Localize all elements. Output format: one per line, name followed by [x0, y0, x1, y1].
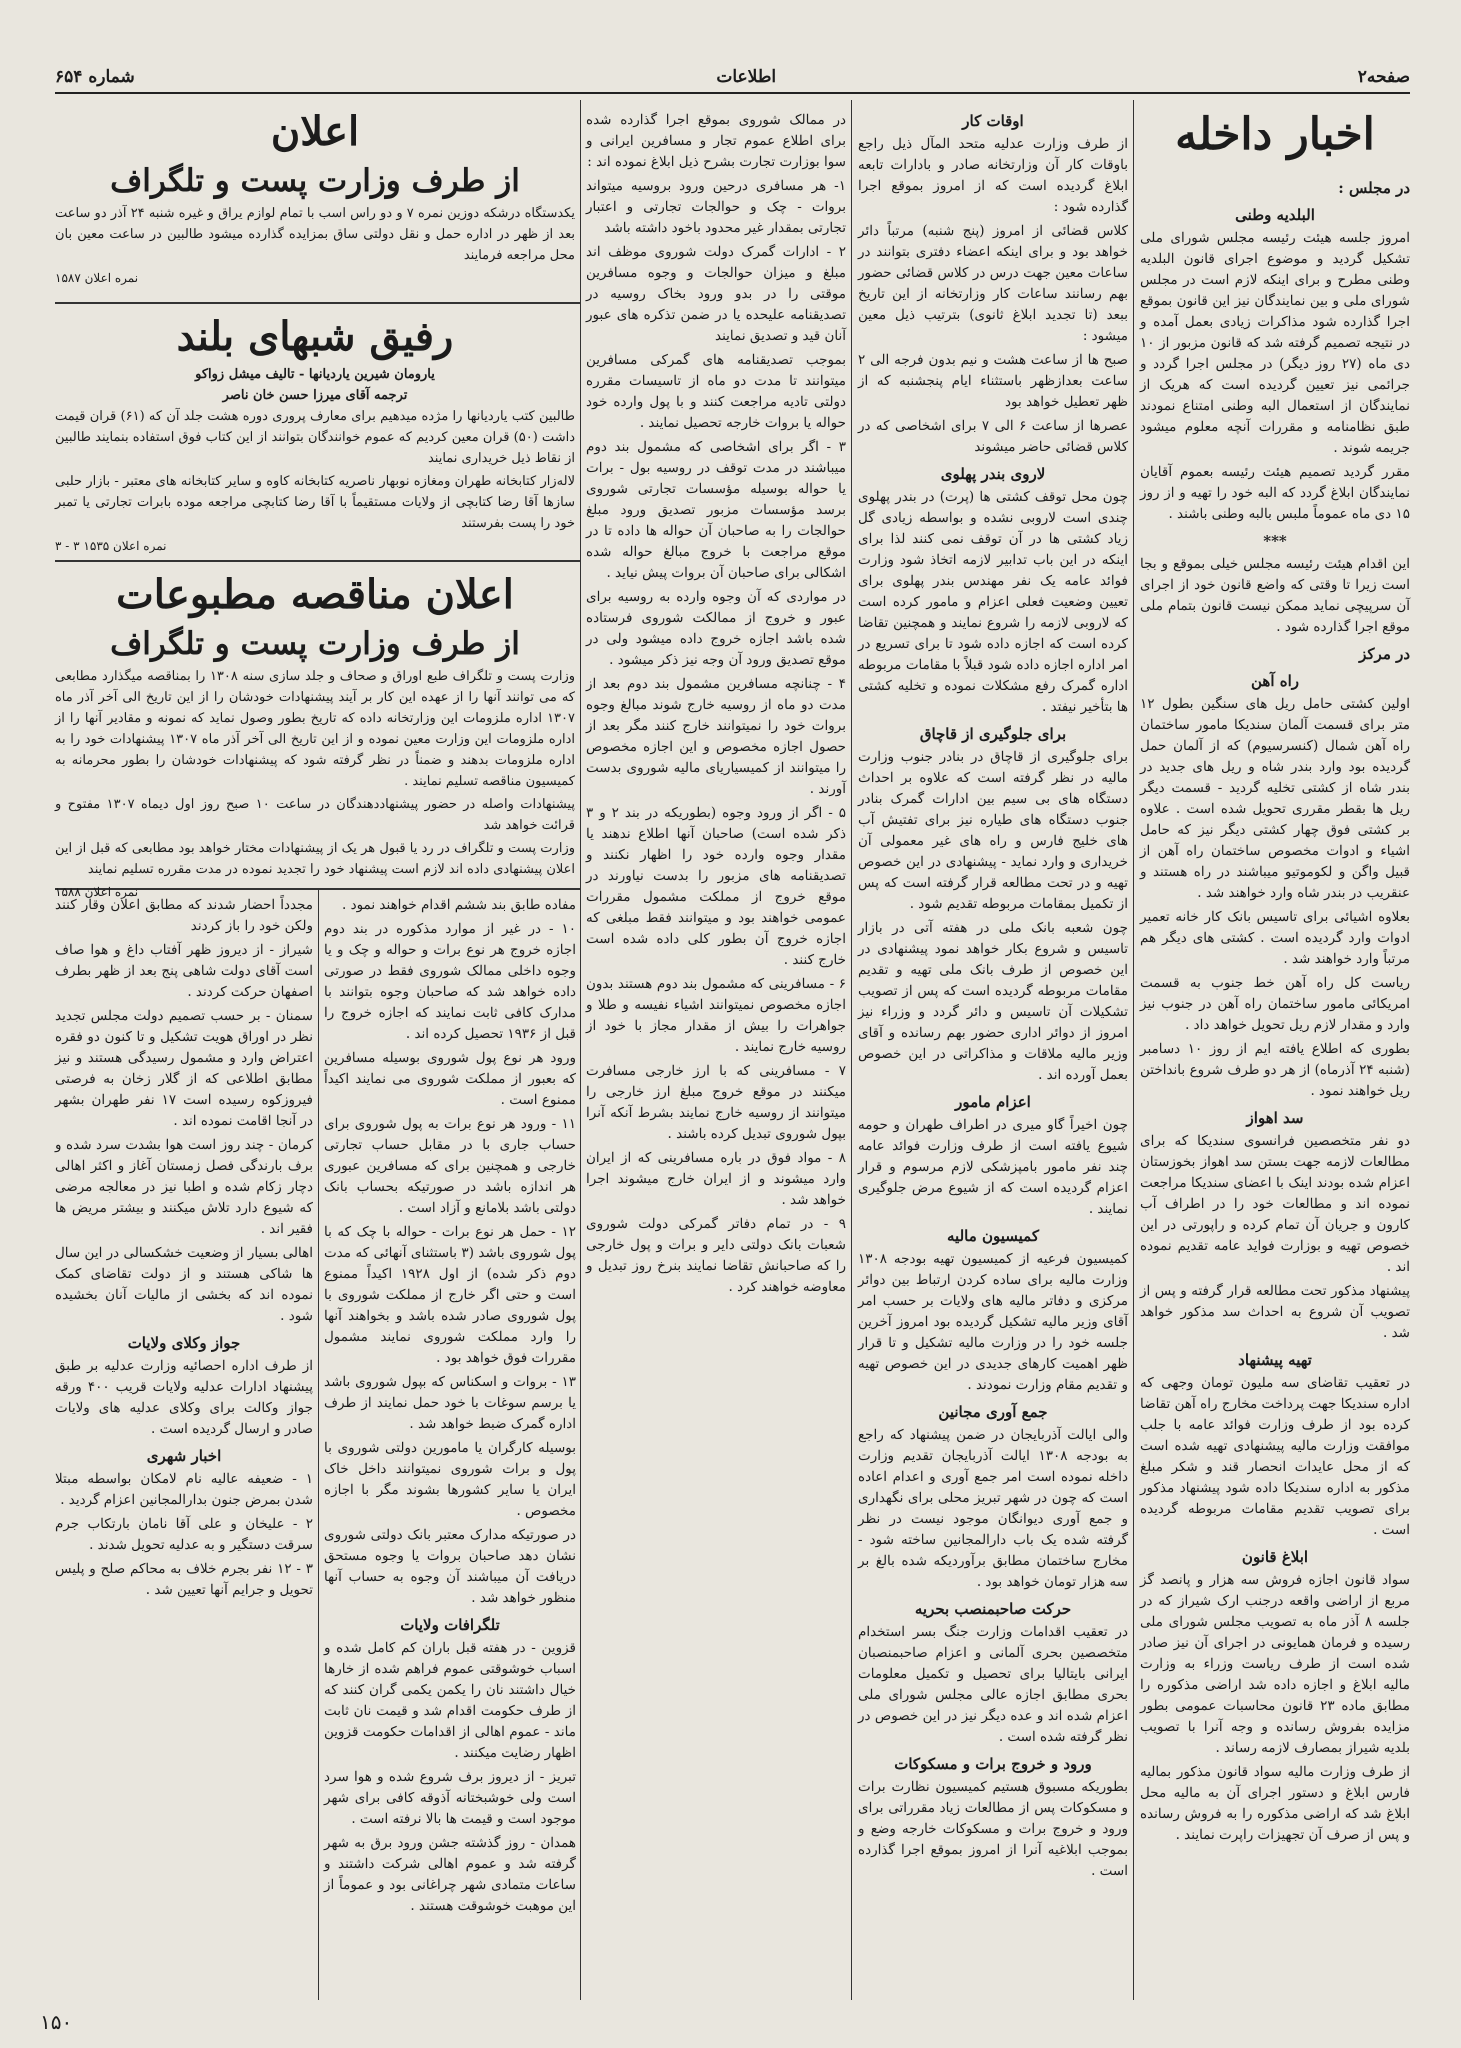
- article-text: چون اخیراً گاو میری در اطراف طهران و حومه شیوع یافته است از طرف وزارت فوائد عامه چند نفر مامور بامپزشکی لازم مرسوم و قرار اعزام گردیده است که از شیوع مرض جلوگیری نمایند .: [858, 1117, 1128, 1217]
- article-text: امروز جلسه هیئت رئیسه مجلس شورای ملی تشکیل گردید و موضوع اجرای قانون البلدیه وطنی مطرح و برای اینکه لازم است در مجلس شورای ملی و بین نمایندگان نیز این قانون بموقع اجرا گذارده شود مذاکرات زیادی بعمل آمده و در نتیجه تصمیم گرفته شد که قانون مزبور از ۱۰ دی ماه (۲۷ روز دیگر) در مجلس اجرا گردد و جرائمی نیز تعیین گردیده است که هریک از نمایندگان از استعمال البه وطنی امتناع نمودند طبق نظامنامه و مقررات آنچه معلوم میشود جریمه شوند .: [1140, 230, 1410, 456]
- ad-post-telegraph-auction: [55, 105, 575, 297]
- article-text: صبح ها از ساعت هشت و نیم بدون فرجه الی ۲ ساعت بعدازظهر باستثناء ایام پنجشنبه که از ظهر تعطیل خواهد بود: [858, 352, 1128, 410]
- column-rule: [580, 100, 581, 2000]
- article-text: بموجب تصدیقنامه های گمرکی مسافرین میتوانند تا مدت دو ماه از تاسیسات مقرره دولتی تادیه مراجعت کنند و با پول وارده خود حواله یا بروات خارجه تحصیل نمایند .: [586, 352, 846, 431]
- article-text: ۴ - چنانچه مسافرین مشمول بند دوم بعد از مدت دو ماه از روسیه خارج شوند مبالغ وجوه بروات خود را نمیتوانند خارج کنند مگر بعد از حصول اجازه مخصوص و این اجازه مخصوص را میتوانند از کمیسیاریای مالیه شوروی بدست آورند .: [586, 676, 846, 797]
- headline: اخبار شهری: [146, 1447, 222, 1465]
- article-text: از طرف وزارت عدلیه متحد المآل ذیل راجع باوقات کار آن وزارتخانه صادر و بادارات تابعه ابلاغ گردیده است که از امروز بموقع اجرا گذارده شود :: [858, 136, 1128, 215]
- ad-text: طالبین کتب یاردیانها را مژده میدهیم برای معارف پروری دوره هشت جلد آن که (۶۱) قران قیمت داشت (۵۰) قران معین کردیم که عموم خوانندگان بتوانند از این کتاب فوق استفاده بنمایند طالبین از نقاط ذیل خریداری نمایند: [55, 409, 575, 466]
- page-footer-mark: ۱۵۰: [40, 2010, 73, 2034]
- ad-subtitle: از طرف وزارت پست و تلگراف: [110, 626, 520, 662]
- article-text: ۳ - ۱۲ نفر بجرم خلاف به محاکم صلح و پلیس تحویل و جرایم آنها تعیین شد .: [55, 1561, 313, 1598]
- article-text: از طرف وزارت مالیه سواد قانون مذکور بمالیه فارس ابلاغ و دستور اجرای آن به مالیه محل ابلاغ شد که اراضی مذکوره را به فروش رسانده و پس از صرف آن تجهیزات راپرت نمایند .: [1140, 1764, 1410, 1843]
- ad-number: نمره اعلان ۱۵۸۷: [55, 271, 139, 285]
- ad-title: رفیق شبهای بلند: [176, 313, 454, 360]
- headline: البلدیه وطنی: [1235, 206, 1315, 224]
- article-text: دو نفر متخصصین فرانسوی سندیکا که برای مطالعات لازمه جهت بستن سد اهواز بخوزستان اعزام شده بودند اینک با اعضای سندیکا مراجعت نموده اند و مطالعات خود را در اطراف آب کارون و جریان آن تمام کرده و راپورتی در این خصوص تهیه و بوزارت فواید عامه تقدیم نموده اند .: [1140, 1133, 1410, 1275]
- article-text: ۸ - مواد فوق در باره مسافرینی که از ایران وارد میشوند و از ایران خارج میشوند اجرا خواهد شد .: [586, 1150, 846, 1208]
- article-text: ۵ - اگر از ورود وجوه (بطوریکه در بند ۲ و ۳ ذکر شده است) صاحبان آنها اطلاع ندهند یا مقدار وجوه وارده خود را اظهار نکنند و تصدیقنامه های مزبور را بدست نیاورند در موقع خروج از مملکت مشمول مقررات عمومی خواهند بود و میتوانند فقط مبلغی که اجازه خروج آن بطور کلی داده شده است خارج کنند .: [586, 805, 846, 968]
- page-number: صفحه۲: [1357, 67, 1410, 87]
- headline: کمیسیون مالیه: [947, 1227, 1039, 1245]
- article-text: سمنان - بر حسب تصمیم دولت مجلس تجدید نظر در اوراق هویت تشکیل و تا کنون دو فقره اعتراض وارد و مشمول رسیدگی هستند و نیز مطابق اطلاعی که از گلار زخان به فرصتی فیروزکوه رسیده است ۱۷ نفر طهران بشهر در آنجا اقامت نموده اند .: [55, 1008, 314, 1129]
- article-text: برای جلوگیری از قاچاق در بنادر جنوب وزارت مالیه در نظر گرفته است که علاوه بر احداث دستگاه های بی سیم بین ادارات گمرک بنادر جنوب دستگاه های طیاره نیز برای تفتیش آب های خلیج فارس و راه های غیر معمولی آن خریداری و وارد نماید - پیشنهادی در این خصوص تهیه و در تحت مطالعه قرار گرفته است که پس از تکمیل بمقامات مربوطه تقدیم شود .: [858, 749, 1128, 912]
- article-text: در ممالک شوروی بموقع اجرا گذارده شده برای اطلاع عموم تجار و مسافرین ایرانی و سوا بوزارت تجارت بشرح ذیل ابلاغ نموده اند :: [586, 112, 846, 170]
- column-rule: [851, 100, 852, 2000]
- article-text: بطوری که اطلاع یافته ایم از روز ۱۰ دسامبر (شنبه ۲۴ آذرماه) از هر دو طرف شروع بانداختن ریل خواهند نمود .: [1140, 1041, 1410, 1099]
- headline: حرکت صاحبمنصب بحریه: [914, 1600, 1072, 1618]
- article-text: ۱۳ - بروات و اسکناس که بپول شوروی باشد یا برسم سوغات با خود حمل نمایند از طرف اداره گمرک ضبط خواهد شد .: [324, 1374, 576, 1432]
- headline: تلگرافات ولایات: [400, 1616, 500, 1634]
- ad-subtitle: از طرف وزارت پست و تلگراف: [110, 163, 520, 199]
- ad-text: پیشنهادات واصله در حضور پیشنهاددهندگان در ساعت ۱۰ صبح روز اول دیماه ۱۳۰۷ مفتوح و قرائت خواهد شد: [55, 797, 575, 833]
- article-text: ورود هر نوع پول شوروی بوسیله مسافرین که بعبور از مملکت شوروی می نمایند اکیداً ممنوع است .: [324, 1050, 576, 1108]
- column-soviet-regulations: [586, 110, 846, 2000]
- article-text: ۲ - ادارات گمرک دولت شوروی موظف اند مبلغ و میزان حوالجات و وجوه مسافرین موقتی را در بدو ورود بخاک روسیه در تصدیقنامه علیحده یا در ضمن تذکره های عبور آنان قید و تصدیق نمایند: [586, 244, 846, 344]
- headline: تهیه پیشنهاد: [1238, 1351, 1312, 1369]
- column-rule: [1133, 100, 1134, 2000]
- ad-book: [55, 310, 575, 555]
- article-text: در تعقیب تقاضای سه ملیون تومان وجهی که اداره سندیکا جهت پرداخت مخارج راه آهن تقاضا کرده بود از طرف وزارت فوائد عامه با جلب موافقت وزارت مالیه پیشنهادی تهیه شده است که از محل عایدات انحصار قند و شکر مبلغ مذکور به اداره سندیکا داده شود پیشنهاد مذکور برای تصویب تقدیم مقامات مربوطه گردیده است .: [1140, 1375, 1410, 1538]
- article-text: ریاست کل راه آهن خط جنوب به قسمت امریکائی مامور ساختمان راه آهن در جنوب نیز وارد و مقدار لازم ریل تحویل خواهد داد .: [1140, 975, 1410, 1033]
- column-soviet-regulations-cont: [324, 895, 576, 2000]
- issue-number: شماره ۶۵۴: [55, 67, 135, 87]
- headline: سد اهواز: [1246, 1109, 1304, 1127]
- column-rule: [318, 890, 319, 2000]
- article-text: ۱۱ - ورود هر نوع برات به پول شوروی برای حساب جاری با در مقابل حساب تجارتی خارجی و همچنین برای که مسافرین عبوری هر اندازه باشد در صورتیکه بحساب بانک دولتی باشد بلامانع و آزاد است .: [324, 1116, 576, 1216]
- paper-name: اطلاعات: [716, 67, 777, 87]
- article-text: بوسیله کارگران یا مامورین دولتی شوروی با پول و برات شوروی نمیتوانند داخل خاک ایران یا سایر کشورها بشوند مگر با اجازه مخصوص .: [324, 1440, 576, 1519]
- article-text: همدان - روز گذشته جشن ورود برق به شهر گرفته شد و عموم اهالی شرکت داشتند و ساعات متمادی شهر چراغانی بود و عموماً از این موهبت خوشوقت هستند .: [324, 1835, 576, 1914]
- headline: اوقات کار: [962, 112, 1024, 130]
- article-text: ۷ - مسافرینی که با ارز خارجی مسافرت میکنند در موقع خروج مبلغ ارز خارجی را میتوانند از روسیه خارج نمایند بشرط آنکه آنرا بپول شوروی تبدیل کرده باشند .: [586, 1063, 846, 1142]
- ad-text: یارومان شیرین یاردیانها - تالیف میشل زواکو: [195, 367, 435, 382]
- article-text: مقرر گردید تصمیم هیئت رئیسه بعموم آقایان نمایندگان ابلاغ گردد که البه خود را تهیه و از روز ۱۵ دی ماه عموماً ملبس بالبه وطنی باشند .: [1140, 464, 1410, 522]
- article-text: چون شعبه بانک ملی در هفته آتی در بازار تاسیس و شروع بکار خواهد نمود پیشنهادی در این خصوص از طرف بانک ملی تهیه و تقدیم مقامات مربوطه گردیده است که پس از تصویب تشکیلات آن تاسیس و دائر گردد و وزراء نیز امروز از دوائر اداری حضور بهم رسانده و آقای وزیر مالیه ملاقات و مذاکراتی در این خصوص بعمل آورده اند .: [858, 920, 1128, 1083]
- article-text: در صورتیکه مدارک معتبر بانک دولتی شوروی نشان دهد صاحبان بروات یا وجوه مستحق دریافت آن میباشند آن وجوه به حساب آنها منظور خواهد شد .: [324, 1527, 576, 1606]
- subsection-heading: در مرکز: [1359, 645, 1410, 663]
- ad-divider: [55, 302, 580, 304]
- article-text: ۱ - ضعیفه عالیه نام لامکان بواسطه مبتلا شدن بمرض جنون بدارالمجانین اعزام گردید .: [55, 1471, 313, 1508]
- article-text: در مواردی که آن وجوه وارده به روسیه برای عبور و خروج از ممالکت شوروی فرستاده شده باشد اجازه خروج داده میشود ولی در موقع تصدیق ورود آن وجه نیز ذکر میشود .: [586, 589, 846, 668]
- headline: ورود و خروج برات و مسکوکات: [894, 1755, 1092, 1773]
- article-text: ۱۰ - در غیر از موارد مذکوره در بند دوم اجازه خروج هر نوع برات و حواله و چک و یا وجوه داخلی ممالک شوروی فقط در صورتی داده خواهد شد که صاحبان وجوه بتوانند با مدارک کافی ثابت نمایند که اجازه خروج را قبل از ۱۹۳۶ تحصیل کرده اند .: [324, 921, 576, 1042]
- headline: جمع آوری مجانین: [938, 1403, 1048, 1421]
- subsection-heading: در مجلس :: [1338, 179, 1410, 197]
- ad-text: یکدستگاه درشکه دوزین نمره ۷ و دو راس اسب با تمام لوازم یراق و غیره شنبه ۲۴ آذر دو ساعت بعد از ظهر در اداره حمل و نقل دولتی ساق بمزایده گذارده میشود طالبین در ساعت معین بان محل مراجعه فرمایند: [55, 206, 575, 263]
- article-text: شیراز - از دیروز ظهر آفتاب داغ و هوا صاف است آقای دولت شاهی پنج بعد از ظهر بطرف اصفهان حرکت کردند .: [55, 942, 313, 1000]
- headline: راه آهن: [1251, 672, 1299, 690]
- column-provinces: [55, 895, 313, 2000]
- ad-title: اعلان مناقصه مطبوعات: [116, 571, 514, 618]
- article-text: مجدداً احضار شدند که مطابق اعلان وقار کنند ولکن خود را باز کردند: [55, 897, 313, 934]
- article-text: در تعقیب اقدامات وزارت جنگ بسر استخدام متخصصین بحری آلمانی و اعزام صاحبمنصبان ایرانی بایتالیا برای تحصیل و تکمیل معلومات بحری مطابق اجازه عالی مجلس شورای ملی اعزام شده اند و عده دیگر نیز در این خصوص در نظر گرفته شده است .: [858, 1624, 1128, 1745]
- article-text: اهالی بسیار از وضعیت خشکسالی در این سال ها شاکی هستند و از دولت تقاضای کمک نموده اند که بخشی از مالیات آنان بخشیده شود .: [55, 1245, 313, 1324]
- ad-printing-tender: [55, 568, 576, 899]
- article-text: کلاس قضائی از امروز (پنج شنبه) مرتباً دائر خواهد بود و برای اینکه اعضاء دفتری بتوانند در ساعات معین جهت درس در کلاس قضائی حضور بهم رسانند ساعات کار وزارتخانه از این تاریخ ببعد (تا تجدید ابلاغ ثانوی) بترتیب ذیل معین میشود :: [858, 223, 1128, 344]
- ad-title: اعلان: [270, 108, 360, 155]
- ad-divider: [55, 560, 580, 562]
- article-text: کرمان - چند روز است هوا بشدت سرد شده و برف بارندگی فصل زمستان آغاز و اکثر اهالی دچار زکام شده و اطبا نیز در معالجه مرضی که شیوع دارد تلاش میکنند و بیشتر مریض ها فقیر اند .: [55, 1137, 313, 1237]
- article-text: والی ایالت آذربایجان در ضمن پیشنهاد که راجع به بودجه ۱۳۰۸ ایالت آذربایجان تقدیم وزارت داخله نموده است امر جمع آوری و اعدام اعاده است که چون در شهر تبریز محلی برای نگهداری و جمع آوری دیوانگان موجود نیست در نظر گرفته شده یک باب دارالمجانین ساخته شود - مخارج ساختمان مطابق برآوردیکه شده بالغ بر سه هزار تومان خواهد بود .: [858, 1427, 1128, 1590]
- article-text: مفاده طابق بند ششم اقدام خواهند نمود .: [341, 897, 576, 913]
- headline: جواز وکلای ولایات: [127, 1334, 241, 1352]
- article-text: این اقدام هیئت رئیسه مجلس خیلی بموقع و بجا است زیرا تا وقتی که واضع قانون خود از اجرای آن سرپیچی نماید ممکن نیست قانون بتمام ملی موقع اجرا گذارده شود .: [1140, 556, 1410, 635]
- headline: ابلاغ قانون: [1241, 1548, 1309, 1566]
- article-text: چون محل توقف کشتی ها (پرت) در بندر پهلوی چندی است لاروبی نشده و بواسطه زیادی گل زیاد کشتی ها در آن توقف نمی کنند لذا برای اینکه در این باب تدابیر لازمه اتخاذ شود وزارت فوائد عامه یک نفر مهندس بندر پهلوی برای تعیین وضعیت فعلی اعزام و مامور کرده است که لاروبی لازمه را شروع نمایند و همچنین تقاضا کرده است که اجازه داده شود تا برای تسریع در امر اداره اجازه داده شود قبلاً با مقامات مربوطه اداره گمرک رفع مشکلات نموده و تخلیه کشتی ها بتأخیر نیفتد .: [858, 489, 1128, 715]
- masthead: [55, 62, 1410, 94]
- headline: برای جلوگیری از قاچاق: [919, 725, 1067, 743]
- article-text: تبریز - از دیروز برف شروع شده و هوا سرد است ولی خوشبختانه آذوقه کافی برای شهر موجود است و قیمت ها بالا نرفته است .: [324, 1769, 576, 1827]
- article-text: کمیسیون فرعیه از کمیسیون تهیه بودجه ۱۳۰۸ وزارت مالیه برای ساده کردن ارتباط بین دوائر مرکزی و دفاتر مالیه های ولایات بر حسب امر آقای وزیر مالیه تشکیل گردیده بود امروز آخرین جلسه خود را در وزارت مالیه تشکیل و تا قرار ظهر اهمیت کارهای جدیدی در این خصوص تهیه و تقدیم مقام وزارت نمودند .: [858, 1251, 1128, 1393]
- article-text: بطوریکه مسبوق هستیم کمیسیون نظارت برات و مسکوکات پس از مطالعات زیاد مقرراتی برای ورود و خروج برات و مسکوکات خارجه وضع و بموجب ابلاغیه آنرا از امروز بموقع اجرا گذارده است .: [858, 1779, 1128, 1879]
- column-ministry-news: [858, 105, 1128, 2000]
- ad-number: نمره اعلان ۱۵۸۸: [55, 885, 139, 899]
- article-text: ۱- هر مسافری درحین ورود بروسیه میتواند بروات - چک و حوالجات تجارتی و اعتبار تجارتی بمقدار غیر محدود باخود داشته باشد: [586, 178, 846, 236]
- ad-number: نمره اعلان ۱۵۳۵ ۳ - ۳: [55, 539, 167, 553]
- article-text: بعلاوه اشیائی برای تاسیس بانک کار خانه تعمیر ادوات وارد گردیده است . کشتی های دیگر هم مرتباً وارد خواهند شد .: [1140, 909, 1410, 967]
- column-domestic-news: [1140, 100, 1410, 2000]
- headline: لاروی بندر پهلوی: [940, 465, 1046, 483]
- article-text: از طرف اداره احصائیه وزارت عدلیه بر طبق پیشنهاد ادارات عدلیه ولایات قریب ۴۰۰ ورقه جواز وکالت برای وکلای عدلیه های ولایات صادر و ارسال گردیده است .: [55, 1358, 313, 1437]
- ad-text: لاله‌زار کتابخانه طهران ومغازه نوبهار ناصریه کتابخانه کاوه و سایر کتابخانه های معتبر - بازار حلبی سازها آقا رضا کتابچی از ولایات مستقیماً با آقا رضا کتابچی مراجعه موده بابرات تجارتی یا تمبر خود را پست بفرستند: [55, 474, 575, 531]
- article-text: پیشنهاد مذکور تحت مطالعه قرار گرفته و پس از تصویب آن شروع به احداث سد مذکور خواهد شد .: [1140, 1283, 1410, 1341]
- section-title: اخبار داخله: [1175, 109, 1375, 160]
- article-text: ۹ - در تمام دفاتر گمرکی دولت شوروی شعبات بانک دولتی دایر و برات و پول خارجی را که صاحبانش تقاضا نمایند بنرخ روز تبدیل و معاوضه خواهند کرد .: [586, 1216, 846, 1295]
- article-text: ۱۲ - حمل هر نوع برات - حواله با چک که با پول شوروی باشد (۳ باستثنای آنهائی که مدت دوم ذکر شده) از اول ۱۹۲۸ اکیداً ممنوع است و حتی اگر خارج از مملکت شوروی با پول شوروی صادر شده باشد و بخواهند آنها را وارد مملکت شوروی نمایند مشمول مقررات فوق خواهد بود .: [324, 1224, 577, 1366]
- ad-text: وزارت پست و تلگراف طبع اوراق و صحاف و جلد سازی سنه ۱۳۰۸ را بمناقصه میگذارد مطابعی که می توانند آنها را از عهده این کار بر آیند پیشنهادات خودشان را از این تاریخ الی آخر آذر ماه ۱۳۰۷ اداره ملزومات این وزارتخانه داده که تاریخ بطور وصول نماید که نمونه و مقادیر آنها را از اداره ملزومات این وزارت معین نموده و از این تاریخ الی آخر آذر ماه ۱۳۰۷ پیشنهادات خود را به اداره ملزومات بدهند و ضمناً در نظر گرفته شود که پیشنهادات خودشان را بطور محرمانه به کمیسیون مناقصه تسلیم نمایند .: [55, 669, 576, 789]
- headline: اعزام مامور: [955, 1093, 1031, 1111]
- article-text: ۳ - اگر برای اشخاصی که مشمول بند دوم میباشند در مدت توقف در روسیه بول - برات یا حواله بوسیله مؤسسات تجارتی شوروی برسد مؤسسات مزبور تصدیق ورود مبلغ حوالجات را به صاحبان آن حواله ها داده تا در موقع مراجعت با خروج مبالغ حواله شده اشکالی برای صاحبان آن بروات پیش نیاید .: [586, 439, 846, 581]
- ad-text: ترجمه آقای میرزا حسن خان ناصر: [222, 388, 408, 403]
- article-text: ۶ - مسافرینی که مشمول بند دوم هستند بدون اجازه مخصوص نمیتوانند اشیاء نفیسه و طلا و جواهرات را بیش از مقدار مجاز با خود از روسیه خارج نمایند .: [586, 976, 846, 1055]
- article-text: سواد قانون اجازه فروش سه هزار و پانصد گز مربع از اراضی واقعه درجنب ارک شیراز که در جلسه ۸ آذر ماه به تصویب مجلس شورای ملی رسیده و فرمان همایونی در اجرای آن نیز صادر شده است از طرف ریاست وزراء به وزارت مالیه ابلاغ و اجازه داده شد اراضی مذکوره را مطابق ماده ۲۳ قانون محاسبات عمومی بطور مزایده بفروش رسانده و وجه آنرا با تصویب بلدیه شیراز بمصارف لازمه رساند .: [1140, 1572, 1411, 1756]
- separator-stars: ***: [1263, 532, 1287, 550]
- ad-text: وزارت پست و تلگراف در رد یا قبول هر یک از پیشنهادات مختار خواهد بود مطابعی که قبل از این اعلان پیشنهادی داده اند لازم است پیشنهاد خود را تجدید نموده در مدت مقرره تسلیم نمایند: [55, 841, 575, 877]
- article-text: عصرها از ساعت ۶ الی ۷ برای اشخاصی که در کلاس قضائی حاضر میشوند: [858, 418, 1128, 455]
- article-text: اولین کشتی حامل ریل های سنگین بطول ۱۲ متر برای قسمت آلمان سندیکا مامور ساختمان راه آهن شمال (کنسرسیوم) که از آلمان حمل گردیده بود وارد بندر شاه و ریل های جدید در بندر شاه از کشتی تخلیه گردید - قسمت دیگر ریل ها بقطر مقرری تحویل شده است . علاوه بر کشتی فوق چهار کشتی دیگر نیز که حامل اشیاء و ادوات مخصوص ساختمان راه آهن از قبیل واگن و لکوموتیو میباشند در راه هستند و عنقریب در بندر شاه وارد خواهند شد .: [1140, 696, 1410, 901]
- article-text: ۲ - علیخان و علی آقا نامان بارتکاب جرم سرقت دستگیر و به عدلیه تحویل شدند .: [55, 1516, 313, 1553]
- article-text: قزوین - در هفته قبل باران کم کامل شده و اسباب خوشوقتی عموم فراهم شده از خارها خیال داشتند نان را یکمن یکمی گران کنند که از طرف حکومت اقدام شد و قیمت نان ثابت ماند - عموم اهالی از اقدامات حکومت قزوین اظهار رضایت میکنند .: [324, 1640, 576, 1761]
